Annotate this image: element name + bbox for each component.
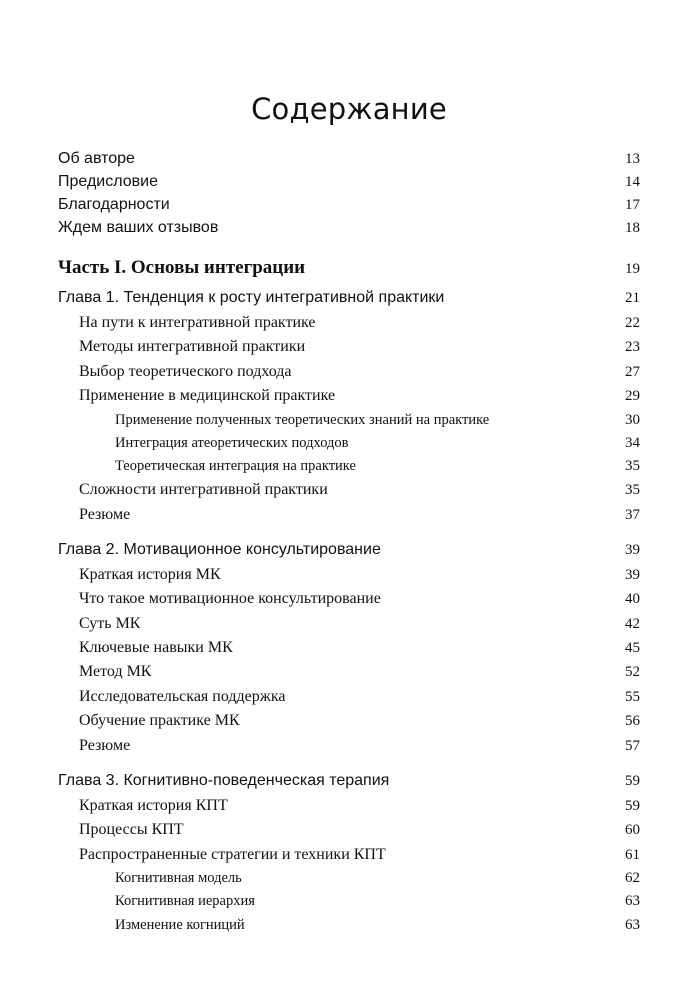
toc-page-number: 39 (625, 566, 640, 583)
toc-page-number: 23 (625, 339, 640, 356)
section-label: Резюме (79, 505, 131, 523)
toc-chapter-heading (58, 289, 640, 314)
toc-page-number: 18 (625, 220, 640, 236)
toc-subsection-entry (58, 917, 640, 940)
toc-page-number: 35 (625, 457, 640, 474)
toc-page-number: 39 (625, 541, 640, 558)
toc-entry-label: Благодарности (58, 196, 170, 213)
toc-page-number: 52 (625, 664, 640, 681)
toc-page-number: 59 (625, 798, 640, 815)
toc-part-heading (58, 257, 640, 283)
section-label: Суть МК (79, 614, 141, 632)
toc-section-entry (58, 737, 640, 761)
subsection-label: Когнитивная иерархия (115, 893, 255, 910)
toc-entry-feedback (58, 219, 640, 242)
toc-section-entry (58, 615, 640, 639)
section-label: Краткая история КПТ (79, 797, 228, 815)
toc-page-number: 19 (625, 261, 640, 277)
toc-chapter-heading (58, 541, 640, 566)
toc-page-number: 59 (625, 773, 640, 790)
subsection-label: Интеграция атеоретических подходов (115, 434, 349, 451)
toc-page-number: 37 (625, 506, 640, 523)
section-label: Ключевые навыки МК (79, 639, 233, 657)
toc-page-number: 55 (625, 688, 640, 705)
toc-section-entry (58, 387, 640, 411)
part-title: Часть I. Основы интеграции (58, 257, 306, 278)
toc-page-number: 42 (625, 615, 640, 632)
toc-page-number: 22 (625, 315, 640, 331)
page-title: Содержание (251, 92, 447, 126)
toc-section-entry (58, 314, 640, 338)
toc-chapter-heading (58, 772, 640, 797)
section-label: Распространенные стратегии и техники КПТ (79, 845, 386, 863)
toc-entry-label: Предисловие (58, 173, 158, 190)
toc-subsection-entry (58, 435, 640, 458)
section-label: Что такое мотивационное консультирование (79, 590, 381, 608)
toc-section-entry (58, 639, 640, 663)
chapter-title: Глава 1. Тенденция к росту интегративной практики (58, 289, 445, 306)
toc-section-entry (58, 566, 640, 590)
toc-section-entry (58, 688, 640, 712)
toc-page-number: 61 (625, 846, 640, 863)
section-label: Метод МК (79, 663, 152, 681)
toc-entry-preface (58, 173, 640, 196)
toc-page-number: 17 (625, 197, 640, 213)
table-of-contents (58, 150, 640, 940)
section-label: Применение в медицинской практике (79, 387, 336, 405)
toc-section-entry (58, 821, 640, 845)
toc-page-number: 14 (625, 174, 640, 190)
toc-page-number: 45 (625, 640, 640, 657)
toc-page-number: 27 (625, 363, 640, 380)
toc-entry-about-author (58, 150, 640, 173)
toc-page-number: 60 (625, 822, 640, 839)
section-label: Исследовательская поддержка (79, 687, 286, 705)
toc-subsection-entry (58, 458, 640, 481)
section-label: Краткая история МК (79, 565, 221, 583)
toc-section-entry (58, 363, 640, 387)
section-label: Методы интегративной практики (79, 338, 306, 356)
toc-page-number: 63 (625, 916, 640, 933)
toc-page-number: 56 (625, 713, 640, 730)
subsection-label: Теоретическая интеграция на практике (115, 457, 356, 474)
subsection-label: Изменение когниций (115, 916, 245, 933)
toc-entry-acknowledgements (58, 196, 640, 219)
toc-page-number: 21 (625, 290, 640, 306)
toc-subsection-entry (58, 893, 640, 916)
toc-page-number: 35 (625, 482, 640, 499)
toc-page-number: 62 (625, 870, 640, 887)
toc-entry-label: Об авторе (58, 150, 135, 167)
subsection-label: Применение полученных теоретических знаний на практике (115, 411, 490, 428)
section-label: Сложности интегративной практики (79, 481, 328, 499)
toc-section-entry (58, 663, 640, 687)
chapter-title: Глава 2. Мотивационное консультирование (58, 540, 381, 558)
toc-section-entry (58, 338, 640, 362)
toc-section-entry (58, 590, 640, 614)
section-label: Выбор теоретического подхода (79, 362, 292, 380)
toc-subsection-entry (58, 870, 640, 893)
toc-page-number: 29 (625, 388, 640, 405)
toc-page-number: 57 (625, 737, 640, 754)
section-label: Обучение практике МК (79, 712, 240, 730)
section-label: На пути к интегративной практике (79, 314, 316, 331)
toc-page-number: 63 (625, 893, 640, 910)
toc-page-number: 40 (625, 591, 640, 608)
section-label: Процессы КПТ (79, 821, 184, 839)
toc-section-entry (58, 712, 640, 736)
chapter-title: Глава 3. Когнитивно-поведенческая терапия (58, 772, 390, 790)
toc-page-number: 13 (625, 151, 640, 167)
toc-page-number: 34 (625, 434, 640, 451)
subsection-label: Когнитивная модель (115, 870, 242, 887)
toc-section-entry (58, 846, 640, 870)
toc-section-entry (58, 506, 640, 530)
section-label: Резюме (79, 736, 131, 754)
toc-entry-label: Ждем ваших отзывов (58, 219, 219, 236)
toc-section-entry (58, 481, 640, 505)
toc-subsection-entry (58, 412, 640, 435)
toc-page-number: 30 (625, 411, 640, 428)
toc-section-entry (58, 797, 640, 821)
